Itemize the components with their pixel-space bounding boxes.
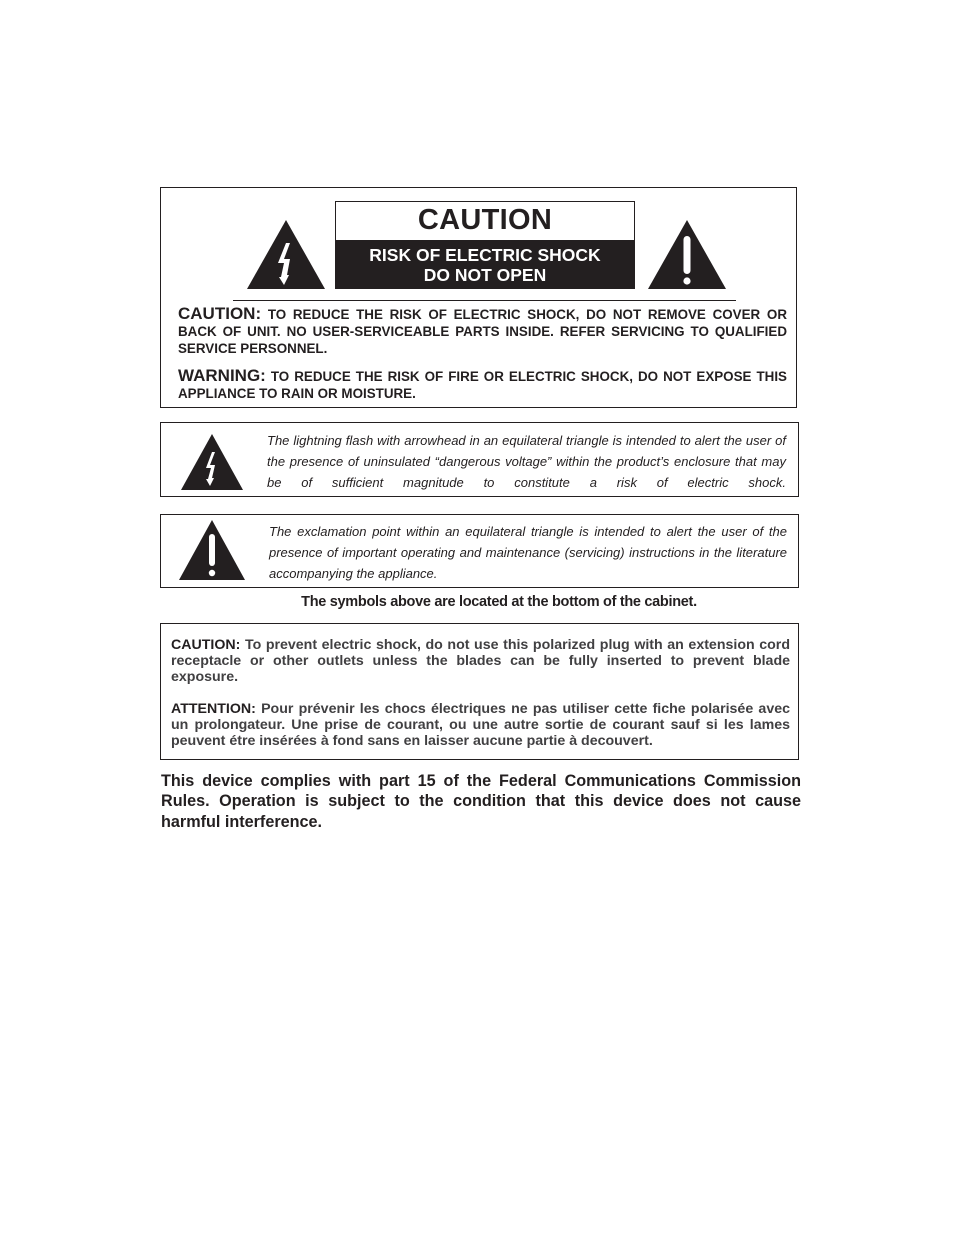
fcc-statement: This device complies with part 15 of the Federal Communications Commission Rules. Operation is subject to the condition that this device does not cause harmful interference. — [161, 772, 801, 831]
warning-lead: WARNING: — [178, 366, 266, 385]
lightning-symbol-icon — [180, 433, 244, 491]
plug-caution-lead: CAUTION: — [171, 637, 241, 653]
lightning-description: The lightning flash with arrowhead in an equilateral triangle is intended to alert the user of the presence of uninsulated “dangerous voltage” within the product’s enclosure that may be of sufficient magnitude to constitute a risk of electric shock. — [267, 433, 786, 490]
caution-band-line1: RISK OF ELECTRIC SHOCK — [369, 245, 601, 265]
exclamation-triangle-icon — [647, 219, 727, 291]
plug-attention-paragraph — [171, 701, 790, 749]
plug-attention-text: Pour prévenir les chocs électriques ne pas utiliser cette fiche polarisée avec un prolongateur. Une prise de courant, ou une autre sortie de courant sauf si les lames peuvent étre insérées à fond sans en laisser aucune partie à decouvert. — [171, 701, 790, 749]
caution-paragraph — [178, 305, 787, 357]
caution-text: TO REDUCE THE RISK OF ELECTRIC SHOCK, DO NOT REMOVE COVER OR BACK OF UNIT. NO USER-SERVICEABLE PARTS INSIDE. REFER SERVICING TO QUALIFIED SERVICE PERSONNEL. — [178, 307, 787, 356]
exclamation-description: The exclamation point within an equilateral triangle is intended to alert the user of the presence of important operating and maintenance (servicing) instructions in the literature accompanying the appliance. — [269, 524, 787, 581]
caution-band — [336, 240, 634, 288]
lightning-triangle-icon — [246, 219, 326, 291]
plug-caution-text: To prevent electric shock, do not use this polarized plug with an extension cord receptacle or other outlets unless the blades can be fully inserted to prevent blade exposure. — [171, 637, 790, 685]
exclamation-symbol-icon — [178, 519, 246, 581]
caution-title: CAUTION — [417, 204, 553, 236]
symbols-location-note: The symbols above are located at the bottom of the cabinet. — [301, 594, 697, 610]
caution-band-line2: DO NOT OPEN — [423, 265, 547, 285]
warning-text: TO REDUCE THE RISK OF FIRE OR ELECTRIC SHOCK, DO NOT EXPOSE THIS APPLIANCE TO RAIN OR MOISTURE. — [178, 369, 787, 401]
plug-caution-paragraph — [171, 637, 790, 685]
divider-rule — [233, 300, 736, 301]
plug-attention-lead: ATTENTION: — [171, 701, 256, 717]
caution-lead: CAUTION: — [178, 304, 262, 323]
warning-paragraph — [178, 367, 787, 402]
caution-label — [335, 201, 635, 289]
